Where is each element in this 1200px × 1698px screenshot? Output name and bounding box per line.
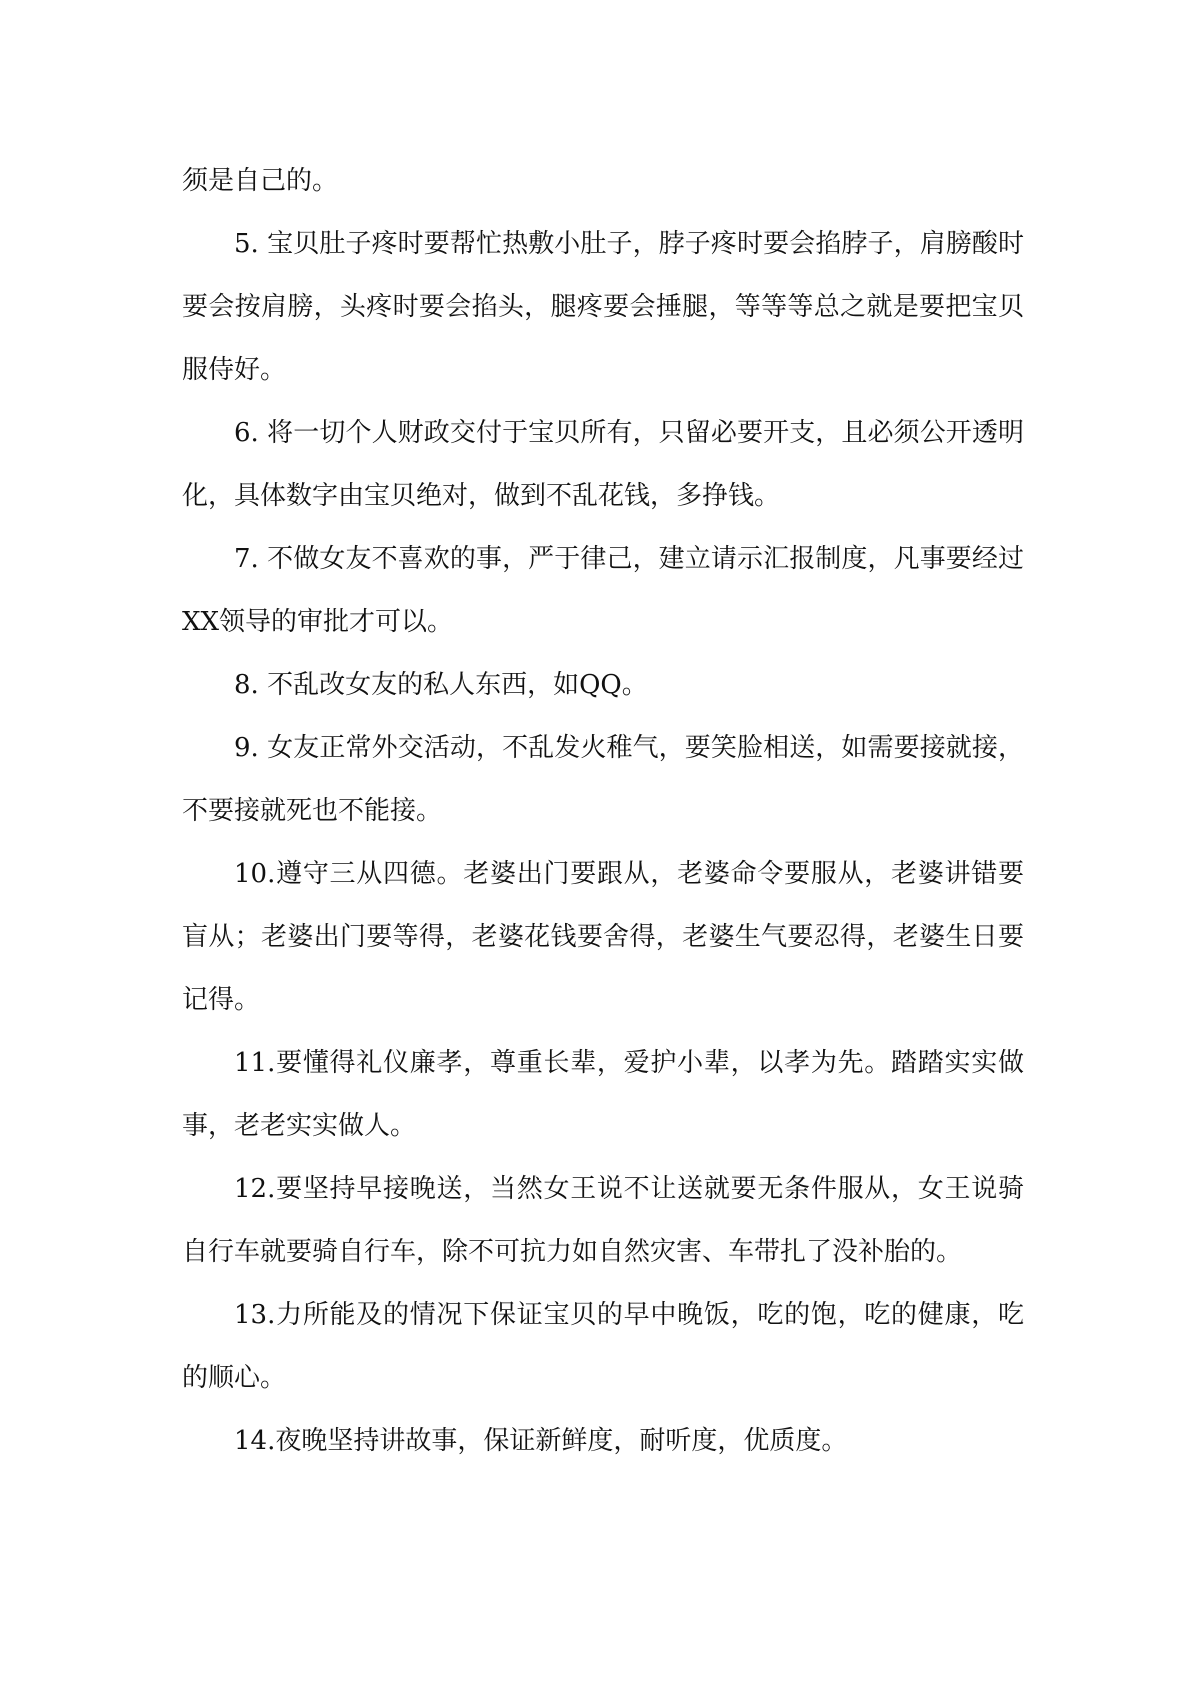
paragraph-item-11: 11.要懂得礼仪廉孝，尊重长辈，爱护小辈，以孝为先。踏踏实实做事，老老实实做人。 — [182, 1048, 1024, 1141]
paragraph-item-12: 12.要坚持早接晚送，当然女王说不让送就要无条件服从，女王说骑自行车就要骑自行车，除不可抗力如自然灾害、车带扎了没补胎的。 — [182, 1174, 1024, 1267]
paragraph-item-10: 10.遵守三从四德。老婆出门要跟从，老婆命令要服从，老婆讲错要盲从；老婆出门要等得，老婆花钱要舍得，老婆生气要忍得，老婆生日要记得。 — [182, 859, 1024, 1015]
paragraph-item-7: 7. 不做女友不喜欢的事，严于律己，建立请示汇报制度，凡事要经过XX领导的审批才可以。 — [182, 544, 1024, 637]
paragraph-item-9: 9. 女友正常外交活动，不乱发火稚气，要笑脸相送，如需要接就接，不要接就死也不能接。 — [182, 733, 1024, 826]
paragraph-item-6: 6. 将一切个人财政交付于宝贝所有，只留必要开支，且必须公开透明化，具体数字由宝贝绝对，做到不乱花钱，多挣钱。 — [182, 418, 1024, 511]
paragraph-item-8: 8. 不乱改女友的私人东西，如QQ。 — [234, 670, 648, 700]
paragraph-continuation: 须是自己的。 — [182, 166, 339, 196]
paragraph-item-13: 13.力所能及的情况下保证宝贝的早中晚饭，吃的饱，吃的健康，吃的顺心。 — [182, 1300, 1024, 1393]
document-body — [182, 150, 1024, 1473]
paragraph-item-5: 5. 宝贝肚子疼时要帮忙热敷小肚子，脖子疼时要会掐脖子，肩膀酸时要会按肩膀，头疼时要会掐头，腿疼要会捶腿，等等等总之就是要把宝贝服侍好。 — [182, 229, 1024, 385]
paragraph-item-14: 14.夜晚坚持讲故事，保证新鲜度，耐听度，优质度。 — [234, 1426, 848, 1456]
